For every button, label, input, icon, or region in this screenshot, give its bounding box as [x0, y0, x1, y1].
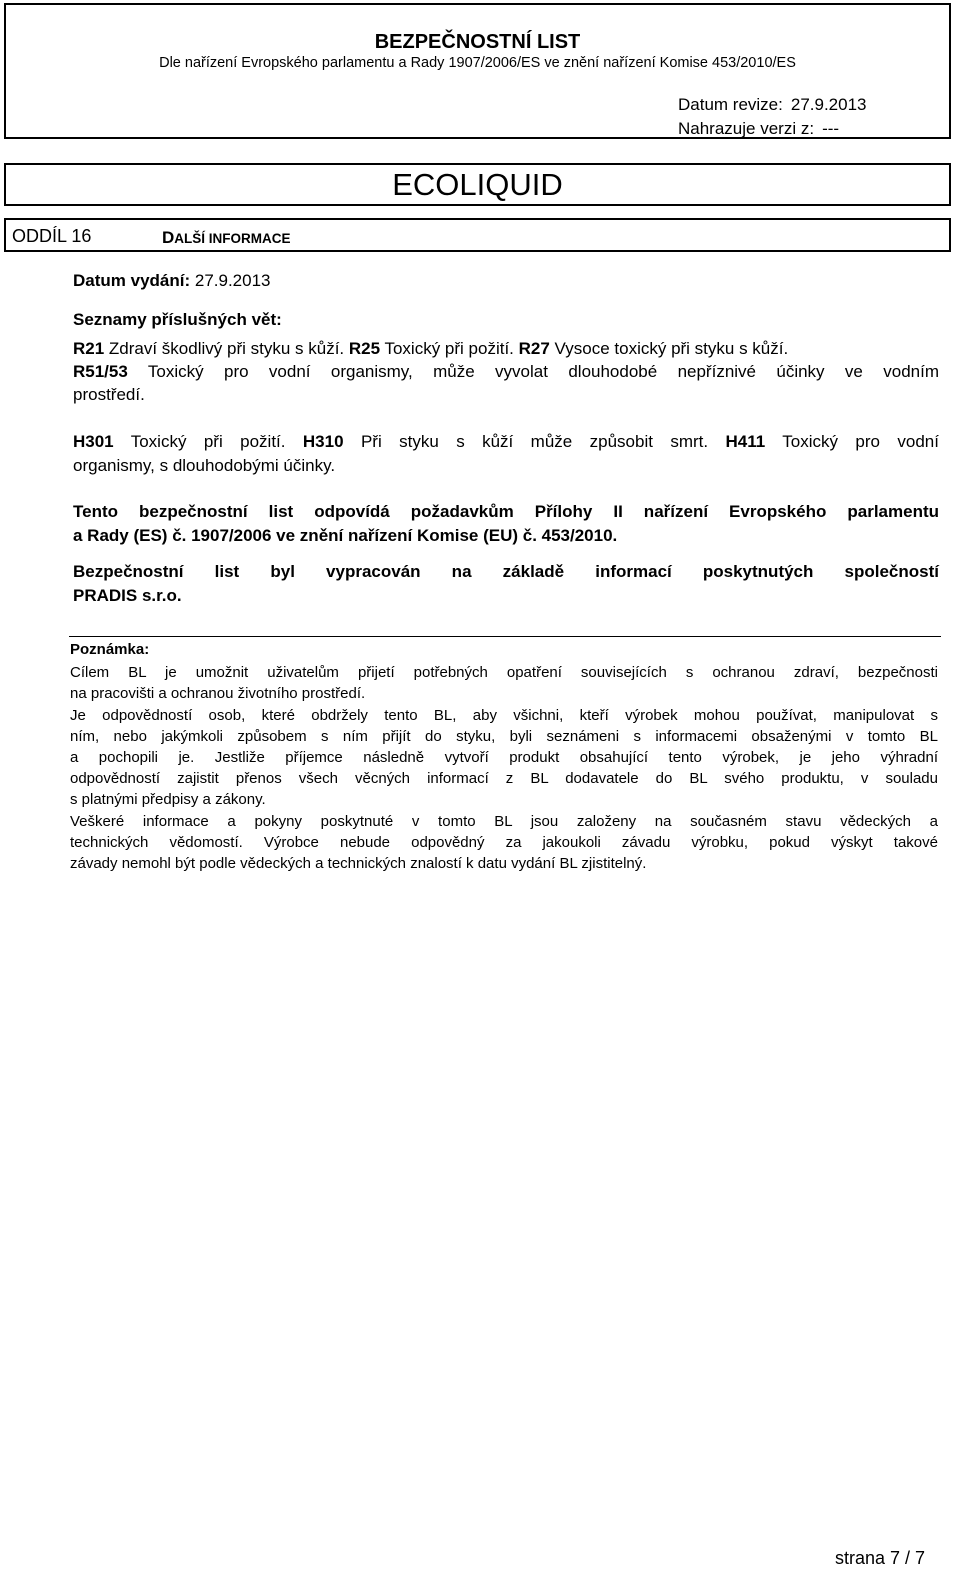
h-phrases-line-2: organismy, s dlouhodobými účinky.	[73, 456, 336, 475]
phrase-code: H310	[302, 432, 344, 451]
section-title-rest: ALŠÍ INFORMACE	[174, 231, 291, 246]
section-title	[162, 228, 291, 248]
replaces-version-label: Nahrazuje verzi z:	[678, 119, 815, 138]
note-line: odpovědností zajistit přenos všech věcných informací z BL dodavatele do BL svého produktu, v souladu	[70, 770, 938, 787]
phrase-text: Vysoce toxický při styku s kůží.	[549, 339, 789, 358]
note-line: závady nemohl být podle vědeckých a technických znalostí k datu vydání BL zjistitelný.	[70, 855, 647, 872]
note-line: Veškeré informace a pokyny poskytnuté v tomto BL jsou založeny na současném stavu vědeckých a	[70, 813, 938, 830]
phrase-code: H301	[73, 432, 114, 451]
r-phrases-line-1	[73, 339, 788, 359]
replaces-version-value: ---	[822, 119, 840, 138]
phrase-code: R21	[73, 339, 105, 358]
document-header	[4, 3, 951, 139]
section-title-initial: D	[162, 228, 175, 247]
note-line: na pracovišti a ochranou životního prostředí.	[70, 685, 366, 702]
note-heading: Poznámka:	[70, 641, 150, 658]
phrases-heading: Seznamy příslušných vět:	[73, 310, 282, 329]
phrase-code: R51/53	[73, 362, 128, 381]
phrase-text: Zdraví škodlivý při styku s kůží.	[104, 339, 349, 358]
phrase-text: Toxický při požití.	[113, 432, 303, 451]
h-phrases-line-1	[73, 432, 939, 452]
statement-line-1: Tento bezpečnostní list odpovídá požadavkům Přílohy II nařízení Evropského parlamentu	[73, 502, 939, 521]
phrase-text: Při styku s kůží může způsobit smrt.	[343, 432, 726, 451]
statement-line-3: Bezpečnostní list byl vypracován na základě informací poskytnutých společností	[73, 562, 939, 581]
note-divider	[69, 636, 941, 637]
section-heading	[4, 218, 951, 252]
issue-date-label: Datum vydání:	[73, 271, 191, 290]
statement-line-4: PRADIS s.r.o.	[73, 586, 182, 605]
replaces-version	[678, 119, 839, 139]
phrase-text: Toxický při požití.	[380, 339, 519, 358]
product-box	[4, 163, 951, 206]
page-number: strana 7 / 7	[835, 1548, 926, 1568]
revision-date	[678, 95, 867, 115]
revision-date-value: 27.9.2013	[790, 95, 867, 114]
issue-date	[73, 271, 271, 291]
phrase-code: R25	[348, 339, 381, 358]
r-phrases-line-2	[73, 362, 939, 382]
note-line: Je odpovědností osob, které obdržely tento BL, aby všichni, kteří výrobek mohou používat, manipulovat s	[70, 707, 938, 724]
note-line: ním, nebo jakýmkoli způsobem s ním přijít do styku, byli seznámeni s informacemi obsaženými v tomto BL	[70, 728, 938, 745]
issue-date-value: 27.9.2013	[194, 271, 271, 290]
document-title: BEZPEČNOSTNÍ LIST	[374, 31, 581, 53]
phrase-code: H411	[725, 432, 766, 451]
note-line: a pochopili je. Jestliže příjemce následně vytvoří produkt obsahující tento výrobek, je jeho výhradní	[70, 749, 938, 766]
phrase-text: Toxický pro vodní	[765, 432, 939, 451]
phrase-text: Toxický pro vodní organismy, může vyvolat dlouhodobé nepříznivé účinky ve vodním	[127, 362, 939, 381]
regulation-subtitle: Dle nařízení Evropského parlamentu a Rady 1907/2006/ES ve znění nařízení Komise 453/2010/ES	[159, 55, 796, 71]
note-line: Cílem BL je umožnit uživatelům přijetí potřebných opatření souvisejících s ochranou zdraví, bezpečnosti	[70, 664, 938, 681]
statement-line-2: a Rady (ES) č. 1907/2006 ve znění nařízení Komise (EU) č. 453/2010.	[73, 526, 618, 545]
phrase-code: R27	[518, 339, 550, 358]
r-phrases-line-3: prostředí.	[73, 385, 145, 404]
section-number: ODDÍL 16	[12, 226, 92, 246]
note-line: s platnými předpisy a zákony.	[70, 791, 266, 808]
note-line: technických vědomostí. Výrobce nebude odpovědný za jakoukoli závadu výrobku, pokud výskyt takové	[70, 834, 938, 851]
revision-date-label: Datum revize:	[678, 95, 783, 114]
product-name: ECOLIQUID	[392, 167, 563, 202]
